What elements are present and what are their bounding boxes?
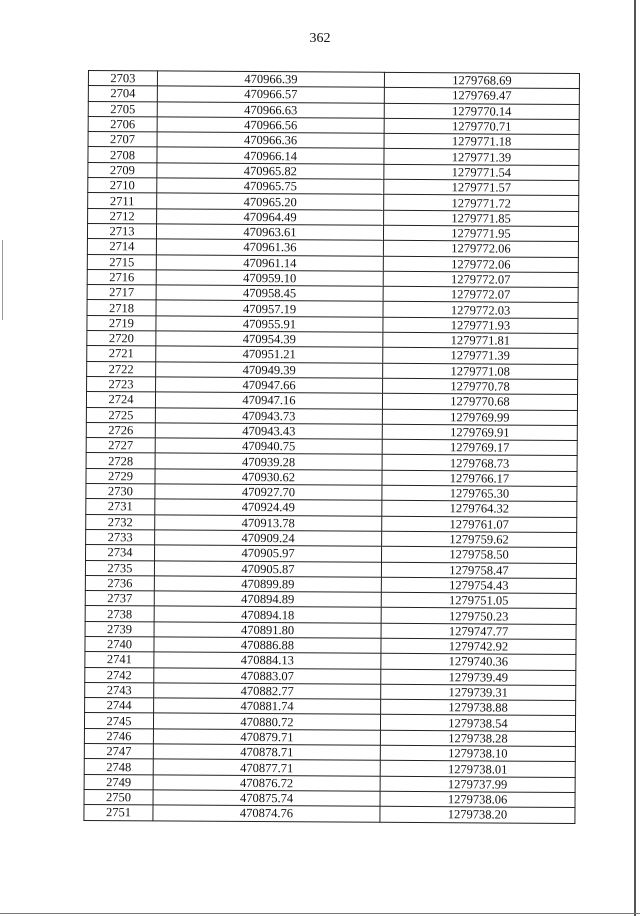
point-id-cell: 2749 bbox=[84, 774, 153, 790]
y-coordinate-cell: 1279771.18 bbox=[384, 133, 579, 149]
x-coordinate-cell: 470940.75 bbox=[155, 438, 382, 455]
y-coordinate-cell: 1279768.69 bbox=[384, 72, 579, 88]
x-coordinate-cell: 470883.07 bbox=[154, 667, 381, 684]
y-coordinate-cell: 1279765.30 bbox=[382, 485, 577, 501]
y-coordinate-cell: 1279770.78 bbox=[383, 378, 578, 394]
x-coordinate-cell: 470886.88 bbox=[154, 637, 381, 654]
y-coordinate-cell: 1279758.47 bbox=[381, 562, 576, 578]
y-coordinate-cell: 1279772.07 bbox=[383, 286, 578, 302]
x-coordinate-cell: 470881.74 bbox=[154, 698, 381, 715]
y-coordinate-cell: 1279750.23 bbox=[381, 608, 576, 624]
x-coordinate-cell: 470954.39 bbox=[156, 331, 383, 348]
y-coordinate-cell: 1279740.36 bbox=[381, 654, 576, 670]
y-coordinate-cell: 1279771.54 bbox=[384, 164, 579, 180]
x-coordinate-cell: 470947.66 bbox=[156, 377, 383, 394]
point-id-cell: 2719 bbox=[87, 315, 156, 331]
y-coordinate-cell: 1279771.85 bbox=[384, 210, 579, 226]
x-coordinate-cell: 470961.14 bbox=[156, 254, 383, 271]
point-id-cell: 2706 bbox=[88, 116, 157, 132]
coordinate-table-body bbox=[84, 71, 580, 824]
y-coordinate-cell: 1279758.50 bbox=[382, 547, 577, 563]
y-coordinate-cell: 1279761.07 bbox=[382, 516, 577, 532]
x-coordinate-cell: 470966.14 bbox=[157, 147, 384, 164]
x-coordinate-cell: 470964.49 bbox=[157, 209, 384, 226]
x-coordinate-cell: 470959.10 bbox=[156, 270, 383, 287]
point-id-cell: 2746 bbox=[84, 728, 153, 744]
x-coordinate-cell: 470939.28 bbox=[155, 453, 382, 470]
point-id-cell: 2734 bbox=[86, 545, 155, 561]
y-coordinate-cell: 1279769.17 bbox=[382, 439, 577, 455]
y-coordinate-cell: 1279772.06 bbox=[383, 256, 578, 272]
x-coordinate-cell: 470913.78 bbox=[155, 515, 382, 532]
x-coordinate-cell: 470966.63 bbox=[157, 102, 384, 119]
y-coordinate-cell: 1279738.28 bbox=[380, 730, 575, 746]
point-id-cell: 2737 bbox=[85, 591, 154, 607]
point-id-cell: 2705 bbox=[88, 101, 157, 117]
y-coordinate-cell: 1279739.49 bbox=[381, 669, 576, 685]
x-coordinate-cell: 470965.82 bbox=[157, 163, 384, 180]
y-coordinate-cell: 1279770.71 bbox=[384, 118, 579, 134]
y-coordinate-cell: 1279742.92 bbox=[381, 638, 576, 654]
point-id-cell: 2742 bbox=[85, 667, 154, 683]
point-id-cell: 2731 bbox=[86, 499, 155, 515]
point-id-cell: 2725 bbox=[86, 407, 155, 423]
x-coordinate-cell: 470876.72 bbox=[153, 775, 380, 792]
x-coordinate-cell: 470966.56 bbox=[157, 117, 384, 134]
point-id-cell: 2704 bbox=[88, 86, 157, 102]
y-coordinate-cell: 1279739.31 bbox=[381, 684, 576, 700]
point-id-cell: 2743 bbox=[85, 682, 154, 698]
y-coordinate-cell: 1279754.43 bbox=[381, 577, 576, 593]
x-coordinate-cell: 470963.61 bbox=[156, 224, 383, 241]
x-coordinate-cell: 470924.49 bbox=[155, 499, 382, 516]
point-id-cell: 2740 bbox=[85, 636, 154, 652]
x-coordinate-cell: 470899.89 bbox=[154, 576, 381, 593]
x-coordinate-cell: 470947.16 bbox=[155, 392, 382, 409]
point-id-cell: 2722 bbox=[87, 361, 156, 377]
y-coordinate-cell: 1279738.10 bbox=[380, 745, 575, 761]
y-coordinate-cell: 1279769.91 bbox=[382, 424, 577, 440]
point-id-cell: 2751 bbox=[84, 805, 153, 821]
table-row bbox=[84, 805, 575, 823]
point-id-cell: 2745 bbox=[84, 713, 153, 729]
point-id-cell: 2726 bbox=[86, 422, 155, 438]
x-coordinate-cell: 470909.24 bbox=[155, 530, 382, 547]
y-coordinate-cell: 1279769.47 bbox=[384, 88, 579, 104]
point-id-cell: 2713 bbox=[87, 223, 156, 239]
point-id-cell: 2703 bbox=[88, 71, 157, 87]
x-coordinate-cell: 470891.80 bbox=[154, 622, 381, 639]
x-coordinate-cell: 470905.97 bbox=[155, 545, 382, 562]
page-number: 362 bbox=[309, 31, 331, 46]
x-coordinate-cell: 470965.20 bbox=[157, 193, 384, 210]
y-coordinate-cell: 1279771.57 bbox=[384, 179, 579, 195]
x-coordinate-cell: 470965.75 bbox=[157, 178, 384, 195]
y-coordinate-cell: 1279771.39 bbox=[383, 348, 578, 364]
point-id-cell: 2707 bbox=[88, 132, 157, 148]
x-coordinate-cell: 470877.71 bbox=[153, 759, 380, 776]
x-coordinate-cell: 470949.39 bbox=[156, 362, 383, 379]
point-id-cell: 2709 bbox=[88, 162, 157, 178]
x-coordinate-cell: 470927.70 bbox=[155, 484, 382, 501]
x-coordinate-cell: 470874.76 bbox=[153, 805, 380, 822]
point-id-cell: 2738 bbox=[85, 606, 154, 622]
point-id-cell: 2717 bbox=[87, 285, 156, 301]
y-coordinate-cell: 1279738.20 bbox=[380, 807, 575, 823]
y-coordinate-cell: 1279771.08 bbox=[383, 363, 578, 379]
coordinate-table bbox=[83, 70, 580, 824]
y-coordinate-cell: 1279747.77 bbox=[381, 623, 576, 639]
x-coordinate-cell: 470905.87 bbox=[154, 560, 381, 577]
point-id-cell: 2736 bbox=[85, 575, 154, 591]
x-coordinate-cell: 470884.13 bbox=[154, 652, 381, 669]
y-coordinate-cell: 1279759.62 bbox=[382, 531, 577, 547]
point-id-cell: 2750 bbox=[84, 789, 153, 805]
x-coordinate-cell: 470958.45 bbox=[156, 285, 383, 302]
point-id-cell: 2727 bbox=[86, 438, 155, 454]
x-coordinate-cell: 470882.77 bbox=[154, 683, 381, 700]
y-coordinate-cell: 1279738.54 bbox=[380, 715, 575, 731]
y-coordinate-cell: 1279771.93 bbox=[383, 317, 578, 333]
x-coordinate-cell: 470930.62 bbox=[155, 469, 382, 486]
x-coordinate-cell: 470943.43 bbox=[155, 423, 382, 440]
y-coordinate-cell: 1279738.88 bbox=[381, 699, 576, 715]
y-coordinate-cell: 1279771.95 bbox=[383, 225, 578, 241]
point-id-cell: 2730 bbox=[86, 484, 155, 500]
x-coordinate-cell: 470966.36 bbox=[157, 132, 384, 149]
point-id-cell: 2733 bbox=[86, 529, 155, 545]
point-id-cell: 2721 bbox=[87, 346, 156, 362]
point-id-cell: 2712 bbox=[88, 208, 157, 224]
y-coordinate-cell: 1279772.06 bbox=[383, 241, 578, 257]
scan-edge-right bbox=[634, 0, 636, 916]
x-coordinate-cell: 470894.18 bbox=[154, 606, 381, 623]
point-id-cell: 2716 bbox=[87, 269, 156, 285]
y-coordinate-cell: 1279771.39 bbox=[384, 149, 579, 165]
y-coordinate-cell: 1279766.17 bbox=[382, 470, 577, 486]
point-id-cell: 2710 bbox=[88, 178, 157, 194]
y-coordinate-cell: 1279769.99 bbox=[382, 409, 577, 425]
point-id-cell: 2715 bbox=[87, 254, 156, 270]
point-id-cell: 2723 bbox=[87, 376, 156, 392]
x-coordinate-cell: 470880.72 bbox=[153, 713, 380, 730]
y-coordinate-cell: 1279770.14 bbox=[384, 103, 579, 119]
x-coordinate-cell: 470966.39 bbox=[157, 71, 384, 88]
x-coordinate-cell: 470957.19 bbox=[156, 300, 383, 317]
y-coordinate-cell: 1279737.99 bbox=[380, 776, 575, 792]
x-coordinate-cell: 470894.89 bbox=[154, 591, 381, 608]
y-coordinate-cell: 1279764.32 bbox=[382, 501, 577, 517]
y-coordinate-cell: 1279751.05 bbox=[381, 592, 576, 608]
point-id-cell: 2720 bbox=[87, 331, 156, 347]
point-id-cell: 2744 bbox=[85, 698, 154, 714]
point-id-cell: 2708 bbox=[88, 147, 157, 163]
x-coordinate-cell: 470961.36 bbox=[156, 239, 383, 256]
point-id-cell: 2735 bbox=[85, 560, 154, 576]
point-id-cell: 2741 bbox=[85, 652, 154, 668]
x-coordinate-cell: 470955.91 bbox=[156, 316, 383, 333]
x-coordinate-cell: 470875.74 bbox=[153, 790, 380, 807]
point-id-cell: 2739 bbox=[85, 621, 154, 637]
x-coordinate-cell: 470878.71 bbox=[153, 744, 380, 761]
y-coordinate-cell: 1279772.07 bbox=[383, 271, 578, 287]
x-coordinate-cell: 470966.57 bbox=[157, 86, 384, 103]
point-id-cell: 2714 bbox=[87, 239, 156, 255]
y-coordinate-cell: 1279771.81 bbox=[383, 332, 578, 348]
point-id-cell: 2718 bbox=[87, 300, 156, 316]
scan-edge-left-mark bbox=[2, 240, 3, 320]
point-id-cell: 2711 bbox=[88, 193, 157, 209]
y-coordinate-cell: 1279768.73 bbox=[382, 455, 577, 471]
x-coordinate-cell: 470943.73 bbox=[155, 407, 382, 424]
point-id-cell: 2748 bbox=[84, 759, 153, 775]
y-coordinate-cell: 1279738.06 bbox=[380, 791, 575, 807]
x-coordinate-cell: 470879.71 bbox=[153, 729, 380, 746]
point-id-cell: 2724 bbox=[86, 392, 155, 408]
x-coordinate-cell: 470951.21 bbox=[156, 346, 383, 363]
point-id-cell: 2747 bbox=[84, 744, 153, 760]
y-coordinate-cell: 1279770.68 bbox=[382, 394, 577, 410]
scan-edge-bottom bbox=[0, 913, 640, 914]
y-coordinate-cell: 1279738.01 bbox=[380, 761, 575, 777]
y-coordinate-cell: 1279771.72 bbox=[384, 195, 579, 211]
y-coordinate-cell: 1279772.03 bbox=[383, 302, 578, 318]
point-id-cell: 2729 bbox=[86, 468, 155, 484]
point-id-cell: 2728 bbox=[86, 453, 155, 469]
point-id-cell: 2732 bbox=[86, 514, 155, 530]
